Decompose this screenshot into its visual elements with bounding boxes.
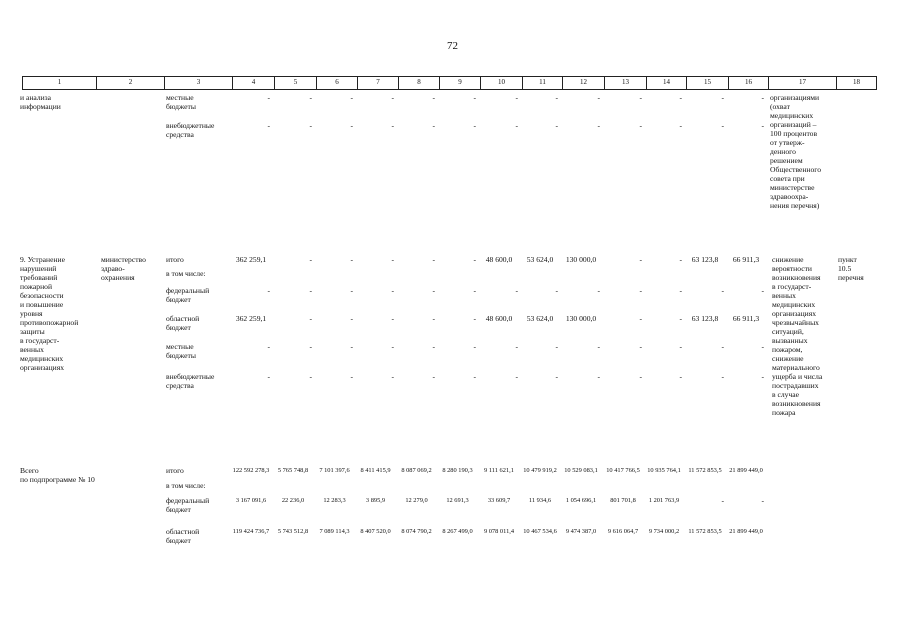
block9.rows.5-col-5: - — [309, 372, 312, 381]
row-label: федеральный бюджет — [166, 496, 210, 514]
block9.rows.3-col-4: 362 259,1 — [235, 314, 267, 323]
prev-block-result: организациями (охват медицинских организаций – 100 процентов от утверж- денного решением Общественного совета при министерстве здравоохра- нения перечня) — [770, 93, 822, 210]
block9.rows.4-col-8: - — [432, 342, 435, 351]
block9.rows.5-col-4: - — [267, 372, 270, 381]
block_prev.rows.1-col-14: - — [679, 121, 682, 130]
header-col-9: 9 — [440, 77, 481, 89]
block_prev.rows.1-col-6: - — [350, 121, 353, 130]
total-title: Всего по подпрограмме № 10 — [20, 466, 95, 484]
block9-reference: пункт 10.5 перечня — [838, 255, 864, 282]
row-label: областной бюджет — [166, 314, 200, 332]
block9.rows.2-col-12: - — [597, 286, 600, 295]
block9.rows.2-col-15: - — [721, 286, 724, 295]
block_prev.rows.1-col-12: - — [597, 121, 600, 130]
header-col-14: 14 — [647, 77, 687, 89]
block9.rows.5-col-13: - — [639, 372, 642, 381]
total.rows.0-col-4: 122 592 278,3 — [232, 467, 270, 474]
block9.rows.3-col-14: - — [679, 314, 682, 323]
block_prev.rows.1-col-9: - — [473, 121, 476, 130]
total.rows.0-col-11: 10 479 919,2 — [523, 467, 557, 474]
total.rows.3-col-13: 9 616 064,7 — [607, 528, 639, 535]
header-col-12: 12 — [563, 77, 605, 89]
block9.rows.2-col-5: - — [309, 286, 312, 295]
block9.rows.2-col-4: - — [267, 286, 270, 295]
total.rows.2-col-7: 3 895,9 — [365, 497, 386, 504]
total.rows.3-col-10: 9 078 011,4 — [483, 528, 515, 535]
block9.rows.4-col-4: - — [267, 342, 270, 351]
block9.rows.0-col-14: - — [679, 255, 682, 264]
block_prev.rows.1-col-7: - — [391, 121, 394, 130]
block9.rows.2-col-8: - — [432, 286, 435, 295]
block9.rows.2-col-13: - — [639, 286, 642, 295]
total.rows.0-col-9: 8 280 190,3 — [442, 467, 473, 474]
block9.rows.4-col-11: - — [555, 342, 558, 351]
row-label: в том числе: — [166, 269, 206, 278]
total.rows.2-col-8: 12 279,0 — [405, 497, 428, 504]
block9.rows.0-col-11: 53 624,0 — [526, 255, 554, 264]
page-number: 72 — [447, 40, 458, 52]
total.rows.3-col-11: 10 467 534,6 — [523, 528, 557, 535]
block9.rows.2-col-14: - — [679, 286, 682, 295]
header-col-17: 17 — [769, 77, 837, 89]
block9.rows.5-col-11: - — [555, 372, 558, 381]
total.rows.3-col-9: 8 267 499,0 — [442, 528, 473, 535]
block9.rows.2-col-6: - — [350, 286, 353, 295]
total.rows.2-col-14: 1 201 763,9 — [648, 497, 680, 504]
block_prev.rows.0-col-13: - — [639, 93, 642, 102]
block9.rows.4-col-15: - — [721, 342, 724, 351]
block9-title: 9. Устранение нарушений требований пожарной безопасности и повышение уровня противопожарной защиты в государст- венных медицинских организациях — [20, 255, 79, 372]
total.rows.0-col-13: 10 417 766,5 — [606, 467, 640, 474]
block9.rows.3-col-13: - — [639, 314, 642, 323]
block9.rows.2-col-16: - — [761, 286, 764, 295]
header-col-5: 5 — [275, 77, 317, 89]
total.rows.3-col-8: 8 074 790,2 — [401, 528, 432, 535]
block_prev.rows.1-col-10: - — [515, 121, 518, 130]
block9.rows.0-col-13: - — [639, 255, 642, 264]
block_prev.rows.0-col-7: - — [391, 93, 394, 102]
block9.rows.0-col-5: - — [309, 255, 312, 264]
block_prev.rows.1-col-15: - — [721, 121, 724, 130]
block9.rows.2-col-10: - — [515, 286, 518, 295]
block9.rows.4-col-14: - — [679, 342, 682, 351]
block9.rows.2-col-11: - — [555, 286, 558, 295]
header-col-16: 16 — [729, 77, 769, 89]
block9.rows.3-col-10: 48 600,0 — [485, 314, 513, 323]
block9.rows.0-col-7: - — [391, 255, 394, 264]
block_prev.rows.0-col-16: - — [761, 93, 764, 102]
block_prev.rows.0-col-9: - — [473, 93, 476, 102]
total.rows.0-col-7: 8 411 415,9 — [360, 467, 391, 474]
total.rows.2-col-6: 12 283,3 — [323, 497, 346, 504]
row-label: местные бюджеты — [166, 342, 196, 360]
block9.rows.0-col-15: 63 123,8 — [691, 255, 719, 264]
block_prev.rows.0-col-11: - — [555, 93, 558, 102]
block9.rows.5-col-9: - — [473, 372, 476, 381]
block9.rows.5-col-15: - — [721, 372, 724, 381]
block9.rows.3-col-5: - — [309, 314, 312, 323]
total.rows.0-col-16: 21 899 449,0 — [729, 467, 763, 474]
row-label: областной бюджет — [166, 527, 200, 545]
total.rows.2-col-10: 33 609,7 — [487, 497, 511, 504]
block9-executor: министерство здраво- охранения — [101, 255, 146, 282]
total.rows.0-col-14: 10 935 764,1 — [647, 467, 681, 474]
total.rows.2-col-4: 3 167 091,6 — [235, 497, 267, 504]
block9.rows.4-col-16: - — [761, 342, 764, 351]
block_prev.rows.1-col-4: - — [267, 121, 270, 130]
row-label: итого — [166, 255, 184, 264]
block9.rows.3-col-8: - — [432, 314, 435, 323]
total.rows.2-col-12: 1 054 696,1 — [565, 497, 597, 504]
header-col-8: 8 — [399, 77, 440, 89]
table-header-row — [22, 76, 877, 90]
block9.rows.2-col-9: - — [473, 286, 476, 295]
row-label: местные бюджеты — [166, 93, 196, 111]
block_prev.rows.0-col-10: - — [515, 93, 518, 102]
block9.rows.3-col-16: 66 911,3 — [732, 314, 760, 323]
block9.rows.3-col-9: - — [473, 314, 476, 323]
block9.rows.2-col-7: - — [391, 286, 394, 295]
row-label: внебюджетные средства — [166, 121, 215, 139]
block9.rows.5-col-8: - — [432, 372, 435, 381]
total.rows.0-col-5: 5 765 748,8 — [277, 467, 309, 474]
block_prev.rows.1-col-5: - — [309, 121, 312, 130]
block9.rows.0-col-9: - — [473, 255, 476, 264]
header-col-3: 3 — [165, 77, 233, 89]
block_prev.rows.1-col-8: - — [432, 121, 435, 130]
block9.rows.5-col-14: - — [679, 372, 682, 381]
total.rows.3-col-4: 119 424 736,7 — [232, 528, 270, 535]
block9.rows.3-col-12: 130 000,0 — [565, 314, 597, 323]
row-label: в том числе: — [166, 481, 206, 490]
block9.rows.4-col-5: - — [309, 342, 312, 351]
total.rows.2-col-16: - — [761, 496, 764, 505]
total.rows.2-col-9: 12 691,3 — [446, 497, 469, 504]
block9.rows.5-col-10: - — [515, 372, 518, 381]
header-col-15: 15 — [687, 77, 729, 89]
block_prev.rows.0-col-6: - — [350, 93, 353, 102]
block9.rows.4-col-6: - — [350, 342, 353, 351]
total.rows.3-col-7: 8 407 520,0 — [360, 528, 391, 535]
header-col-2: 2 — [97, 77, 165, 89]
prev-block-title: и анализа информации — [20, 93, 61, 111]
block_prev.rows.0-col-5: - — [309, 93, 312, 102]
total.rows.2-col-5: 22 236,0 — [281, 497, 305, 504]
block_prev.rows.0-col-12: - — [597, 93, 600, 102]
block9.rows.3-col-7: - — [391, 314, 394, 323]
total.rows.0-col-10: 9 111 621,1 — [484, 467, 514, 474]
header-col-11: 11 — [523, 77, 563, 89]
block9.rows.3-col-11: 53 624,0 — [526, 314, 554, 323]
total.rows.0-col-12: 10 529 083,1 — [564, 467, 598, 474]
total.rows.3-col-5: 5 743 512,8 — [277, 528, 309, 535]
block9.rows.4-col-7: - — [391, 342, 394, 351]
row-label: федеральный бюджет — [166, 286, 210, 304]
block_prev.rows.0-col-15: - — [721, 93, 724, 102]
block9.rows.0-col-6: - — [350, 255, 353, 264]
block_prev.rows.1-col-13: - — [639, 121, 642, 130]
header-col-4: 4 — [233, 77, 275, 89]
row-label: внебюджетные средства — [166, 372, 215, 390]
header-col-13: 13 — [605, 77, 647, 89]
block_prev.rows.0-col-4: - — [267, 93, 270, 102]
total.rows.3-col-15: 11 572 853,5 — [688, 528, 722, 535]
block9.rows.4-col-10: - — [515, 342, 518, 351]
total.rows.2-col-11: 11 934,6 — [528, 497, 552, 504]
block9.rows.0-col-10: 48 600,0 — [485, 255, 513, 264]
block9.rows.0-col-8: - — [432, 255, 435, 264]
total.rows.0-col-6: 7 101 397,6 — [319, 467, 350, 474]
block_prev.rows.0-col-8: - — [432, 93, 435, 102]
block9.rows.3-col-15: 63 123,8 — [691, 314, 719, 323]
block9-result: снижение вероятности возникновения в государст- венных медицинских организациях чрезвычайных ситуаций, вызванных пожаром, снижение материального ущерба и числа пострадавших в случае возникновения пожара — [772, 255, 823, 417]
total.rows.2-col-15: - — [721, 496, 724, 505]
total.rows.0-col-8: 8 087 069,2 — [401, 467, 432, 474]
header-col-7: 7 — [358, 77, 399, 89]
block_prev.rows.0-col-14: - — [679, 93, 682, 102]
header-col-10: 10 — [481, 77, 523, 89]
row-label: итого — [166, 466, 184, 475]
block9.rows.4-col-12: - — [597, 342, 600, 351]
header-col-6: 6 — [317, 77, 358, 89]
header-col-18: 18 — [837, 77, 877, 89]
total.rows.3-col-14: 9 734 000,2 — [648, 528, 680, 535]
total.rows.2-col-13: 801 701,8 — [610, 497, 636, 504]
block_prev.rows.1-col-11: - — [555, 121, 558, 130]
total.rows.3-col-16: 21 899 449,0 — [729, 528, 763, 535]
block9.rows.5-col-16: - — [761, 372, 764, 381]
total.rows.3-col-12: 9 474 387,0 — [565, 528, 597, 535]
total.rows.3-col-6: 7 089 114,3 — [319, 528, 350, 535]
block9.rows.4-col-13: - — [639, 342, 642, 351]
header-col-1: 1 — [23, 77, 97, 89]
total.rows.0-col-15: 11 572 853,5 — [688, 467, 722, 474]
block9.rows.3-col-6: - — [350, 314, 353, 323]
block9.rows.0-col-4: 362 259,1 — [235, 255, 267, 264]
block9.rows.5-col-12: - — [597, 372, 600, 381]
block9.rows.0-col-12: 130 000,0 — [565, 255, 597, 264]
block9.rows.4-col-9: - — [473, 342, 476, 351]
block_prev.rows.1-col-16: - — [761, 121, 764, 130]
block9.rows.5-col-6: - — [350, 372, 353, 381]
block9.rows.5-col-7: - — [391, 372, 394, 381]
block9.rows.0-col-16: 66 911,3 — [732, 255, 760, 264]
